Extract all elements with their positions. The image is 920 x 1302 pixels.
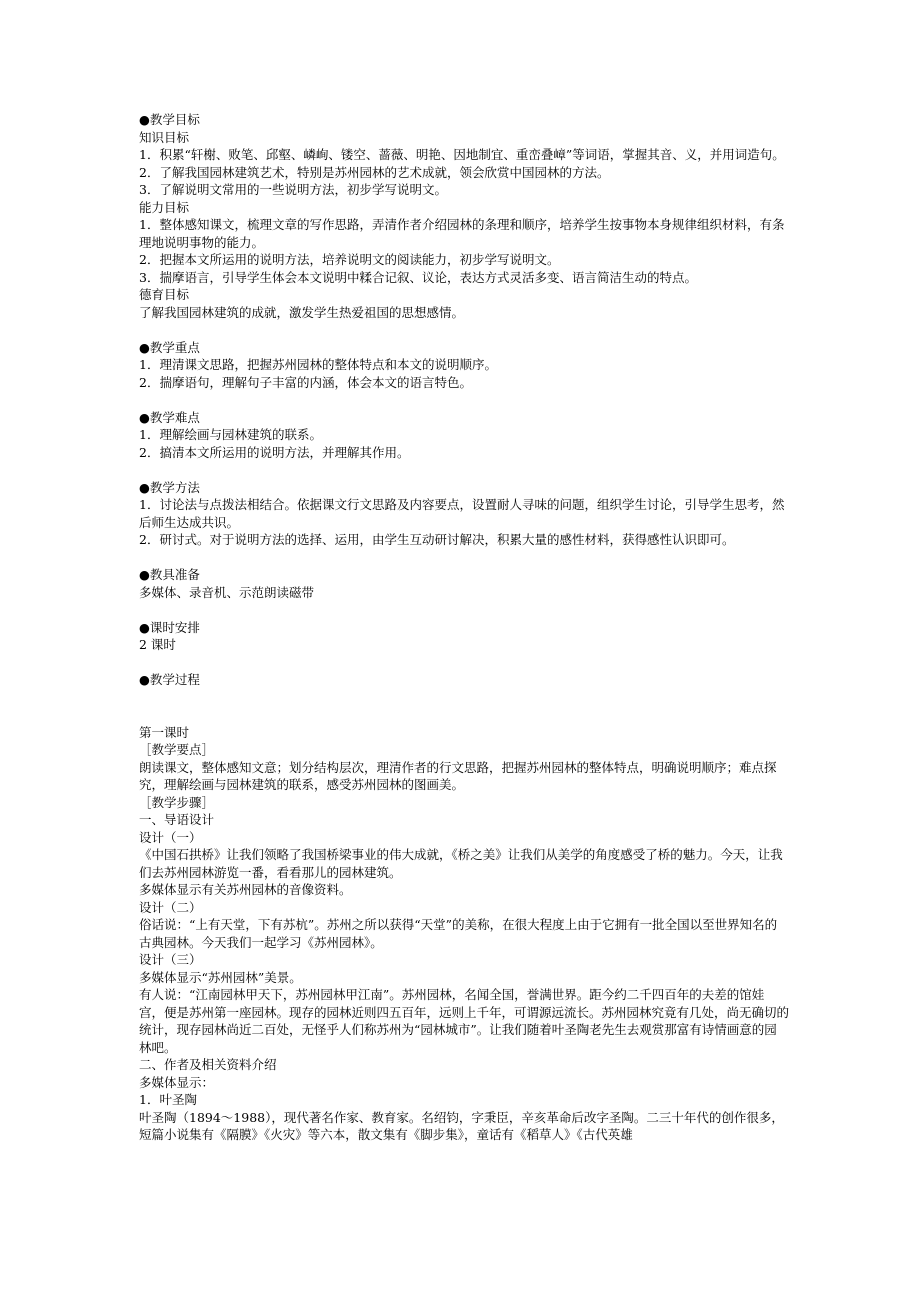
design-media-note: 多媒体显示有关苏州园林的音像资料。 [139,882,352,897]
subheading-ability: 能力目标 [139,199,190,215]
knowledge-item: 1．积累“轩榭、败笔、邱壑、嶙峋、镂空、蔷薇、明艳、因地制宜、重峦叠嶂”等词语，掌握其音、义，并用词造句。 [139,147,785,162]
key-point-item: 2．揣摩语句，理解句子丰富的内涵，体会本文的语言特色。 [139,374,472,390]
difficulty-item: 1．理解绘画与园林建筑的联系。 [139,427,322,442]
design-media-note: 多媒体显示“苏州园林”美景。 [139,969,302,985]
design-text: 俗话说：“上有天堂，下有苏杭”。苏州之所以获得“天堂”的美称，在很大程度上由于它拥有一批全国以至世界知名的古典园林。今天我们一起学习《苏州园林》。 [139,917,778,950]
subheading-moral: 德育目标 [139,287,190,302]
knowledge-item: 2．了解我国园林建筑艺术，特别是苏州园林的艺术成就，领会欣赏中国园林的方法。 [139,164,610,180]
method-item: 2．研讨式。对于说明方法的选择、运用，由学生互动研讨解决，积累大量的感性材料，获得感性认识即可。 [139,532,735,547]
key-point-item: 1．理清课文思路，把握苏州园林的整体特点和本文的说明顺序。 [139,357,497,372]
author-title: 1．叶圣陶 [139,1092,197,1107]
design-title: 设计（二） [139,899,202,915]
tools-text: 多媒体、录音机、示范朗读磁带 [139,584,315,600]
teaching-steps-title: ［教学步骤］ [139,794,215,810]
schedule-text: 2 课时 [139,637,176,652]
author-text: 叶圣陶（1894～1988），现代著名作家、教育家。名绍钧，字秉臣，辛亥革命后改字圣陶。二三十年代的创作很多，短篇小说集有《隔膜》《火灾》等六本，散文集有《脚步集》，童话有《稻草人》《古代英雄 [139,1109,784,1142]
section-heading-process: ●教学过程 [139,672,200,687]
step-title-intro: 一、导语设计 [139,812,215,827]
section-heading-difficulties: ●教学难点 [139,409,200,425]
section-heading-tools: ●教具准备 [139,567,200,582]
ability-item: 1．整体感知课文，梳理文章的写作思路，弄清作者介绍园林的条理和顺序，培养学生按事物本身规律组织材料，有条理地说明事物的能力。 [139,217,785,250]
lesson-title: 第一课时 [139,724,190,740]
step-title-author: 二、作者及相关资料介绍 [139,1057,277,1072]
difficulty-item: 2．搞清本文所运用的说明方法，并理解其作用。 [139,444,410,460]
design-title: 设计（三） [139,952,202,967]
knowledge-item: 3．了解说明文常用的一些说明方法，初步学写说明文。 [139,182,447,197]
ability-item: 3．揣摩语言，引导学生体会本文说明中糅合记叙、议论，表达方式灵活多变、语言简洁生动的特点。 [139,269,697,285]
step-media-note: 多媒体显示： [139,1074,215,1090]
moral-text: 了解我国园林建筑的成就，激发学生热爱祖国的思想感情。 [139,304,465,320]
section-heading-key-points: ●教学重点 [139,339,200,355]
design-text: 《中国石拱桥》让我们领略了我国桥梁事业的伟大成就，《桥之美》让我们从美学的角度感受了桥的魅力。今天，让我们去苏州园林游览一番，看看那儿的园林建筑。 [139,847,783,880]
ability-item: 2．把握本文所运用的说明方法，培养说明文的阅读能力，初步学写说明文。 [139,252,560,267]
document-page [139,111,789,1144]
teaching-points-title: ［教学要点］ [139,742,215,757]
subheading-knowledge: 知识目标 [139,129,190,145]
design-title: 设计（一） [139,829,202,845]
teaching-points-text: 朗读课文，整体感知文意；划分结构层次，理清作者的行文思路，把握苏州园林的整体特点，明确说明顺序；难点探究，理解绘画与园林建筑的联系，感受苏州园林的图画美。 [139,759,777,792]
design-text: 有人说：“江南园林甲天下，苏州园林甲江南”。苏州园林，名闻全国，誉满世界。距今约二千四百年的夫差的馆娃宫，便是苏州第一座园林。现存的园林近则四五百年，远则上千年，可谓源远流长。苏州园林究竟有几处，尚无确切的统计，现存园林尚近二百处，无怪乎人们称苏州为“园林城市”。让我们随着叶圣陶老先生去观赏那富有诗情画意的园林吧。 [139,987,790,1055]
method-item: 1．讨论法与点拨法相结合。依据课文行文思路及内容要点，设置耐人寻味的问题，组织学生讨论，引导学生思考，然后师生达成共识。 [139,497,785,530]
section-heading-schedule: ●课时安排 [139,619,200,635]
section-heading-goals: ●教学目标 [139,112,200,127]
section-heading-methods: ●教学方法 [139,479,200,495]
